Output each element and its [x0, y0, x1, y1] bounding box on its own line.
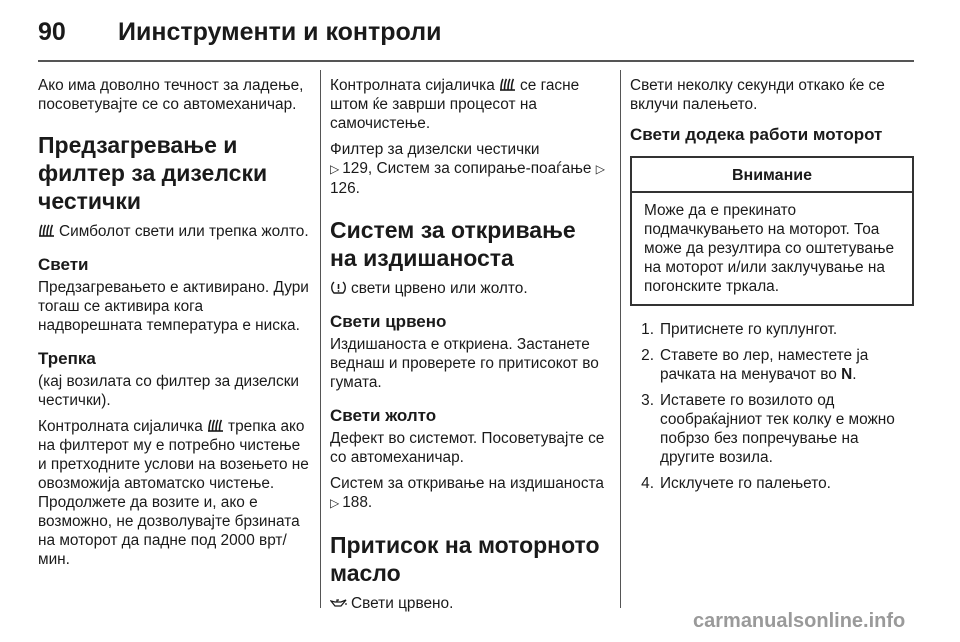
step-text: Ставете во лер, наместете ја рачката на менувачот во: [660, 347, 869, 383]
running-heading: Свети додека работи моторот: [630, 125, 883, 144]
page-ref-arrow-icon: ▷: [330, 496, 340, 510]
list-item: [630, 474, 914, 493]
col2-text-1b: се гасне штом ќе заврши процесот на самочистење.: [330, 77, 580, 132]
flashing-heading: Трепка: [38, 349, 96, 368]
glow-plug-icon: [207, 418, 224, 433]
col2-text-1a: Контролната сијаличка: [330, 77, 495, 94]
glow-plug-icon: [38, 223, 55, 238]
col3-para-1: Свети неколку секунди откако ќе се вклучи палењето.: [630, 77, 885, 113]
col2-para-1: [330, 76, 608, 133]
step-number: 4.: [641, 475, 654, 492]
column-divider-2: [620, 70, 621, 608]
preheat-heading: Предзагревање и филтер за дизелски честички: [38, 132, 268, 214]
yellow-heading: Свети жолто: [330, 406, 437, 425]
column-2: [330, 76, 608, 620]
step-text: Иставете го возилото од сообраќајниот тек колку е можно побрзо без попречување на другите возила.: [660, 392, 895, 466]
red-heading: Свети црвено: [330, 312, 447, 331]
step-text-wrap: [660, 346, 914, 384]
steps-list: [630, 320, 914, 493]
page-ref-link-129[interactable]: 129, Систем за сопирање-поаѓање: [342, 160, 592, 177]
emission-intro-text: свети црвено или жолто.: [351, 280, 528, 297]
tire-pressure-icon: [330, 280, 347, 295]
preheat-intro-para: [38, 222, 310, 241]
oil-text: Свети црвено.: [351, 595, 454, 612]
column-3: [630, 76, 914, 500]
column-divider-1: [320, 70, 321, 608]
lit-text: Предзагревањето е активирано. Дури тогаш се активира кога надворешната температура е ниска.: [38, 279, 309, 334]
list-item: [630, 346, 914, 384]
chapter-title: Иинструменти и контроли: [118, 18, 442, 46]
glow-plug-icon: [499, 77, 516, 92]
header-rule: [38, 60, 914, 62]
flashing-text-2a: Контролната сијаличка: [38, 418, 203, 435]
page-ref-link-188[interactable]: 188.: [342, 494, 373, 511]
lit-heading: Свети: [38, 255, 89, 274]
yellow-text-1: Дефект во системот. Посоветувајте се со автомеханичар.: [330, 430, 605, 466]
warning-notice-box: [630, 156, 914, 306]
preheat-intro-text: Симболот свети или трепка жолто.: [59, 223, 309, 240]
step-text: Притиснете го куплунгот.: [660, 321, 838, 338]
dpf-ref-text: Филтер за дизелски честички: [330, 141, 540, 158]
warning-notice-body: Може да е прекинато подмачкувањето на моторот. Тоа може да резултира со оштетување на моторот и/или заклучување на погонските тркала.: [644, 202, 895, 295]
page-ref-link-126[interactable]: 126.: [330, 180, 360, 197]
watermark: carmanualsonline.info: [693, 610, 906, 632]
yellow-para-2: [330, 474, 608, 513]
step-text-end: .: [852, 366, 857, 383]
oil-para: [330, 594, 608, 613]
col2-para-2: [330, 140, 608, 198]
list-item: [630, 391, 914, 467]
oil-can-icon: [330, 595, 347, 610]
oil-heading: Притисок на моторното масло: [330, 532, 600, 586]
emission-intro-para: [330, 279, 608, 298]
neutral-gear-label: N: [841, 366, 853, 383]
yellow-text-2: Систем за откривање на издишаноста: [330, 475, 604, 492]
flashing-text-1: (кај возилата со филтер за дизелски честички).: [38, 373, 300, 409]
page-ref-arrow-icon: ▷: [330, 162, 340, 176]
page-number: 90: [38, 18, 66, 46]
red-text: Издишаноста е откриена. Застанете веднаш и проверете го притисокот во гумата.: [330, 336, 599, 391]
step-number: 2.: [641, 347, 654, 364]
column-1: [38, 76, 310, 576]
emission-heading: Систем за откривање на издишаноста: [330, 217, 576, 271]
flashing-para-2: [38, 417, 310, 569]
step-number: 1.: [641, 321, 654, 338]
step-number: 3.: [641, 392, 654, 409]
step-text: Исклучете го палењето.: [660, 475, 831, 492]
flashing-text-2b: трепка ако на филтерот му е потребно чистење и претходните услови на возењето не овозможија автоматско чистење. Продолжете да возите и, ако е возможно, не дозволувајте брзината на моторот да падне под 2000 врт/мин.: [38, 418, 309, 568]
intro-text: Ако има доволно течност за ладење, посоветувајте се со автомеханичар.: [38, 77, 304, 113]
page-ref-arrow-icon: ▷: [595, 162, 605, 176]
warning-notice-title: Внимание: [632, 158, 912, 193]
list-item: [630, 320, 914, 339]
